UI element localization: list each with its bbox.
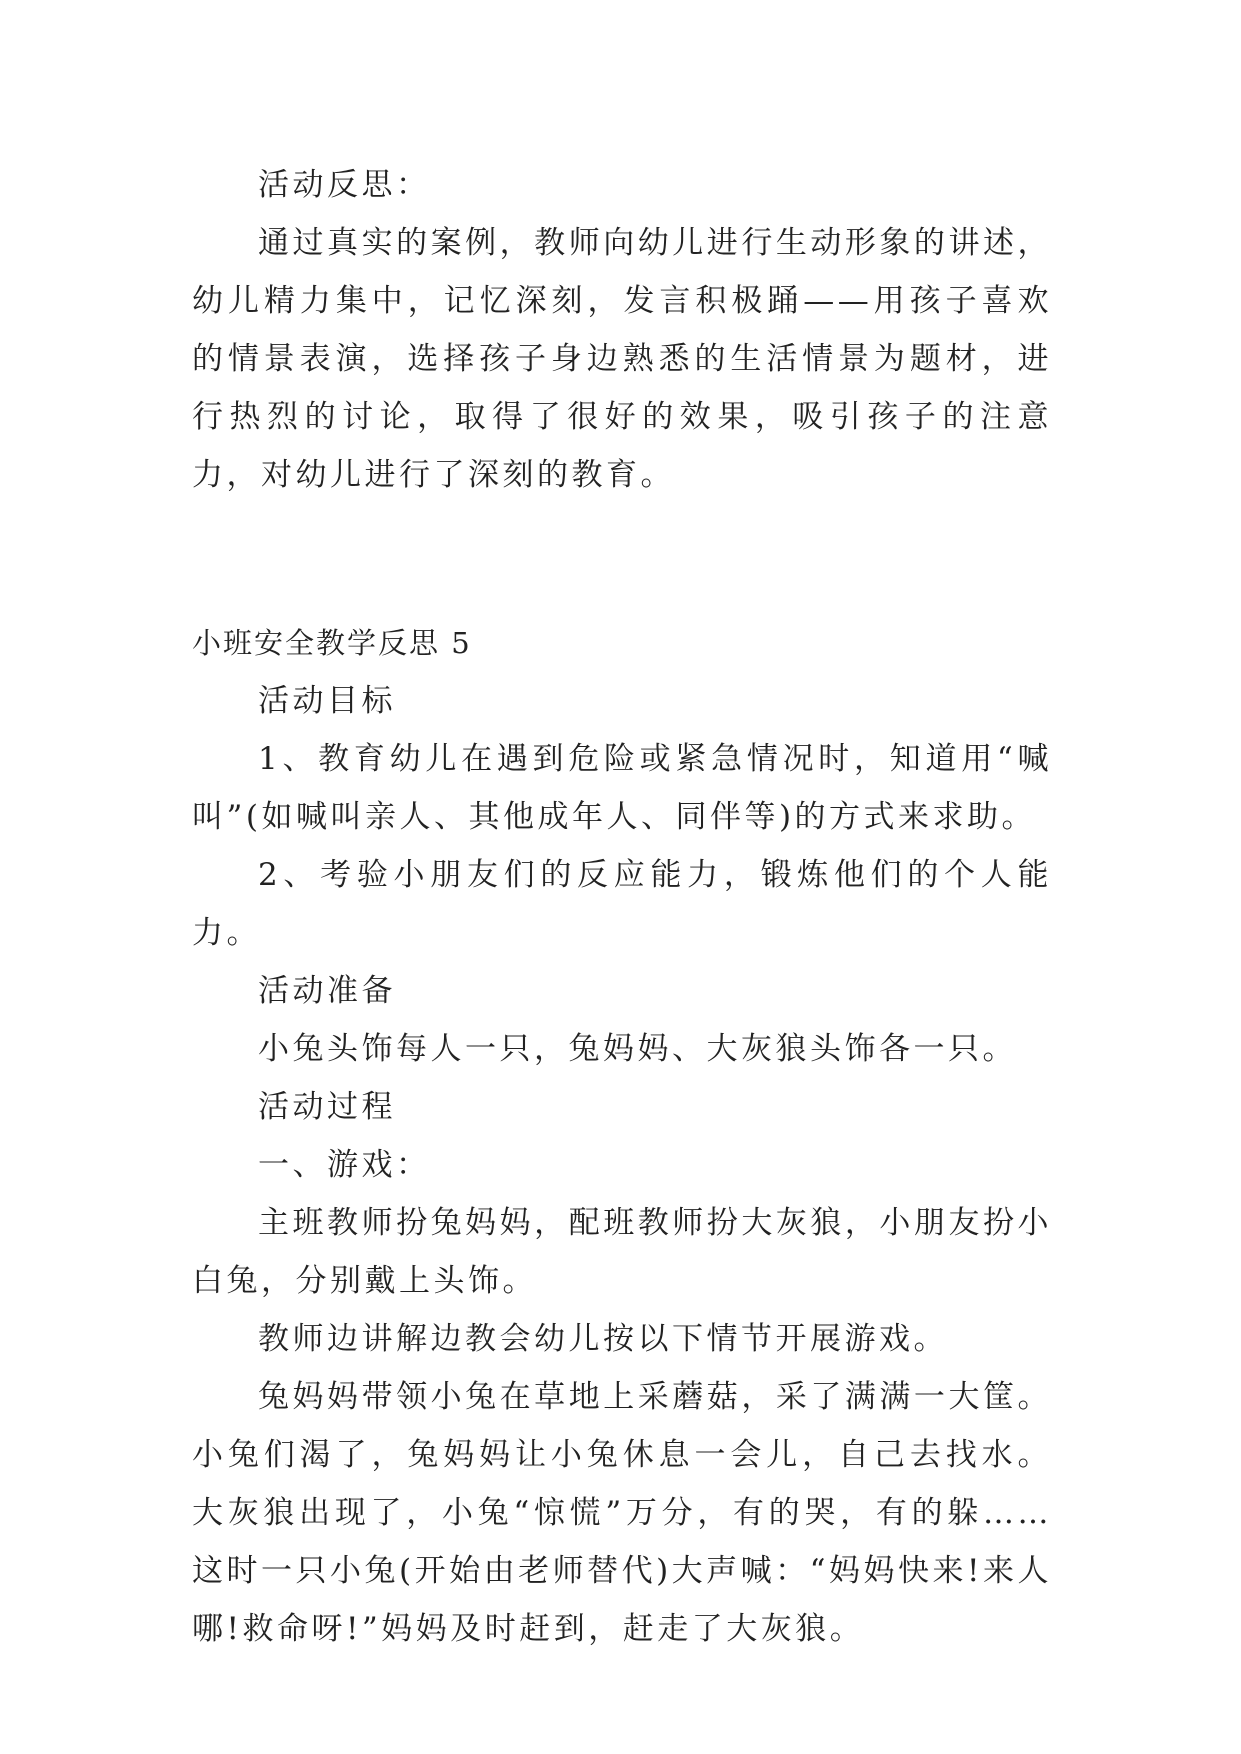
goal-1-paragraph: 1、教育幼儿在遇到危险或紧急情况时，知道用“喊叫”(如喊叫亲人、其他成年人、同伴等)的方式来求助。 bbox=[192, 741, 1052, 835]
section-gap bbox=[192, 504, 1052, 614]
prep-label: 活动准备 bbox=[258, 973, 396, 1009]
reflection-paragraph: 通过真实的案例，教师向幼儿进行生动形象的讲述，幼儿精力集中，记忆深刻，发言积极踊——用孩子喜欢的情景表演，选择孩子身边熟悉的生活情景为题材，进行热烈的讨论，取得了很好的效果，吸引孩子的注意力，对幼儿进行了深刻的教育。 bbox=[192, 225, 1052, 493]
prep-paragraph: 小兔头饰每人一只，兔妈妈、大灰狼头饰各一只。 bbox=[258, 1031, 1017, 1067]
section-title: 小班安全教学反思 5 bbox=[192, 626, 472, 660]
reflection-label: 活动反思： bbox=[258, 167, 431, 203]
goals-label: 活动目标 bbox=[258, 683, 396, 719]
document-body bbox=[192, 156, 1052, 1658]
step-1-label: 一、游戏： bbox=[258, 1147, 431, 1183]
goal-2-paragraph: 2、考验小朋友们的反应能力，锻炼他们的个人能力。 bbox=[192, 857, 1052, 951]
roles-paragraph: 主班教师扮兔妈妈，配班教师扮大灰狼，小朋友扮小白兔，分别戴上头饰。 bbox=[192, 1205, 1052, 1299]
process-label: 活动过程 bbox=[258, 1089, 396, 1125]
story-paragraph: 兔妈妈带领小兔在草地上采蘑菇，采了满满一大筐。小兔们渴了，兔妈妈让小兔休息一会儿，自己去找水。大灰狼出现了，小兔“惊慌”万分，有的哭，有的躲……这时一只小兔(开始由老师替代)大声喊：“妈妈快来!来人哪!救命呀!”妈妈及时赶到，赶走了大灰狼。 bbox=[192, 1379, 1052, 1647]
explain-paragraph: 教师边讲解边教会幼儿按以下情节开展游戏。 bbox=[258, 1321, 948, 1357]
